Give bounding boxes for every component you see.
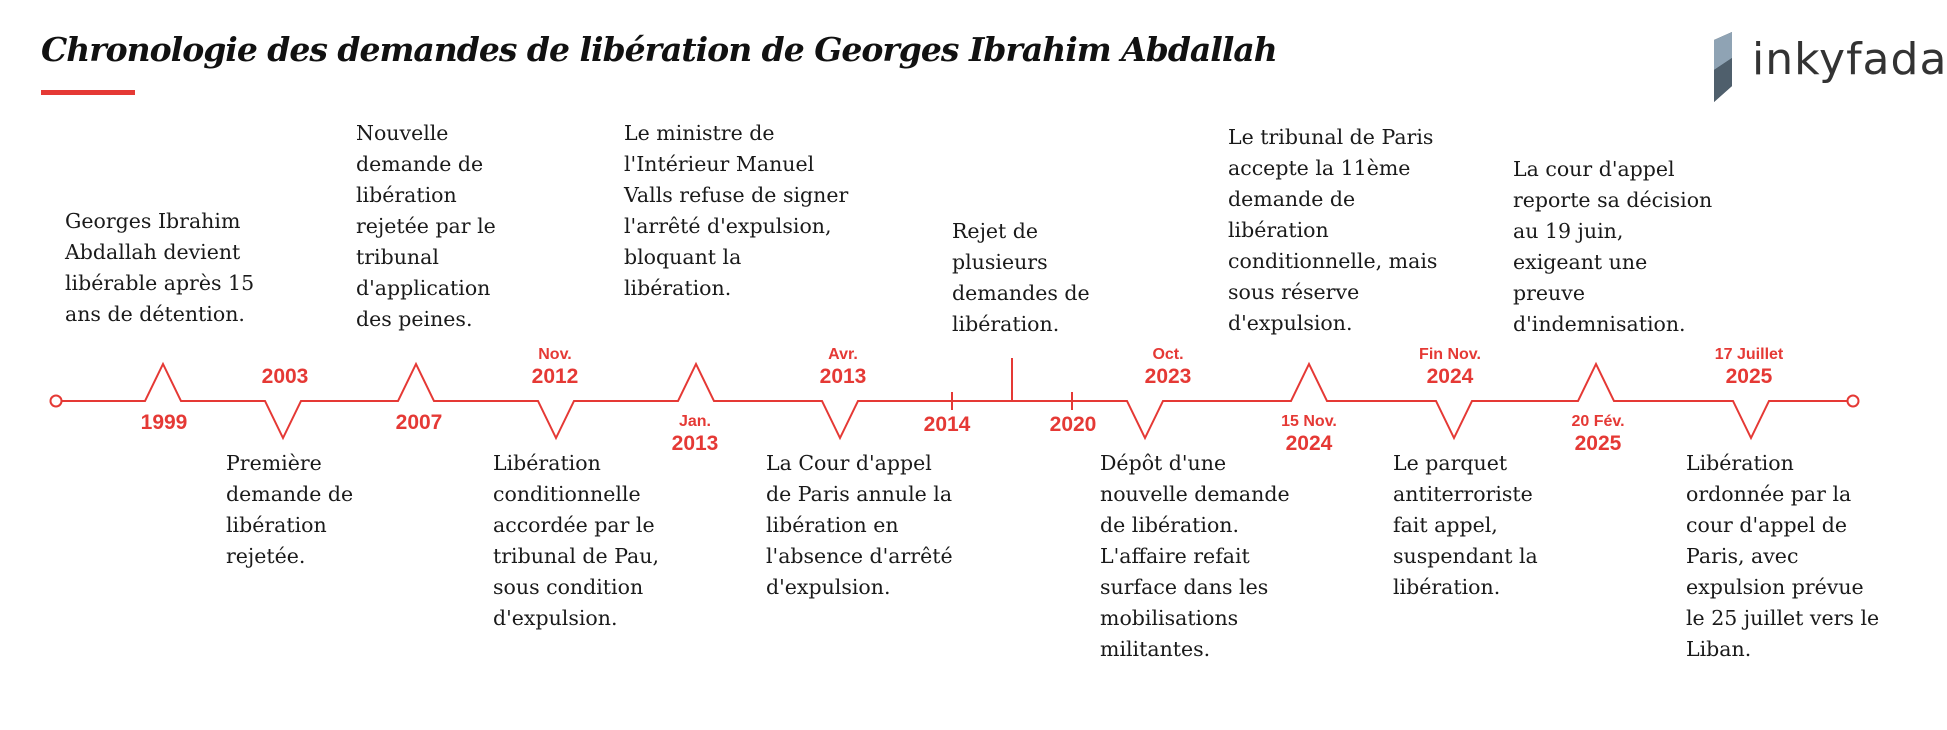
label-20-fev-2025: 20 Fév. 2025 [1571,413,1625,455]
event-17-juillet-2025-text: Libération ordonnée par la cour d'appel de Paris, avec expulsion prévue le 25 juillet vers le Liban. [1686,451,1880,661]
label-17-juillet-2025: 17 Juillet 2025 [1714,346,1784,388]
event-fin-nov-2024-text: Le parquet antiterroriste fait appel, suspendant la libération. [1393,451,1538,599]
page-title: Chronologie des demandes de libération de Georges Ibrahim Abdallah [41,30,1277,69]
label-15-nov-2024: 15 Nov. 2024 [1281,413,1337,455]
event-oct-2023-text: Dépôt d'une nouvelle demande de libération. L'affaire refait surface dans les mobilisations militantes. [1100,451,1290,661]
timeline-end-dot [1848,396,1859,407]
event-2007-text: Nouvelle demande de libération rejetée par le tribunal d'application des peines. [356,121,496,331]
timeline-start-dot [51,396,62,407]
event-rejections-text: Rejet de plusieurs demandes de libération. [952,219,1090,336]
label-2003: 2003 [261,365,309,388]
brand-name: inkyfada [1752,34,1947,85]
label-2007: 2007 [395,411,443,434]
event-20-fev-2025-text: La cour d'appel reporte sa décision au 19 juin, exigeant une preuve d'indemnisation. [1513,157,1713,336]
label-oct-2023: Oct. 2023 [1144,346,1192,388]
label-2014: 2014 [923,413,971,436]
event-2003-text: Première demande de libération rejetée. [226,451,354,568]
event-avr-2013-text: La Cour d'appel de Paris annule la libération en l'absence d'arrêté d'expulsion. [766,451,953,599]
label-nov-2012: Nov. 2012 [531,346,579,388]
label-2020: 2020 [1049,413,1097,436]
label-fin-nov-2024: Fin Nov. 2024 [1419,346,1481,388]
event-nov-2012-text: Libération conditionnelle accordée par le tribunal de Pau, sous condition d'expulsion. [493,451,660,630]
label-jan-2013: Jan. 2013 [671,413,719,455]
label-1999: 1999 [140,411,188,434]
event-1999-text: Georges Ibrahim Abdallah devient libérable après 15 ans de détention. [65,209,255,326]
label-avr-2013: Avr. 2013 [819,346,867,388]
event-15-nov-2024-text: Le tribunal de Paris accepte la 11ème demande de libération conditionnelle, mais sous réserve d'expulsion. [1228,125,1438,335]
event-jan-2013-text: Le ministre de l'Intérieur Manuel Valls refuse de signer l'arrêté d'expulsion, bloquant la libération. [624,121,849,300]
